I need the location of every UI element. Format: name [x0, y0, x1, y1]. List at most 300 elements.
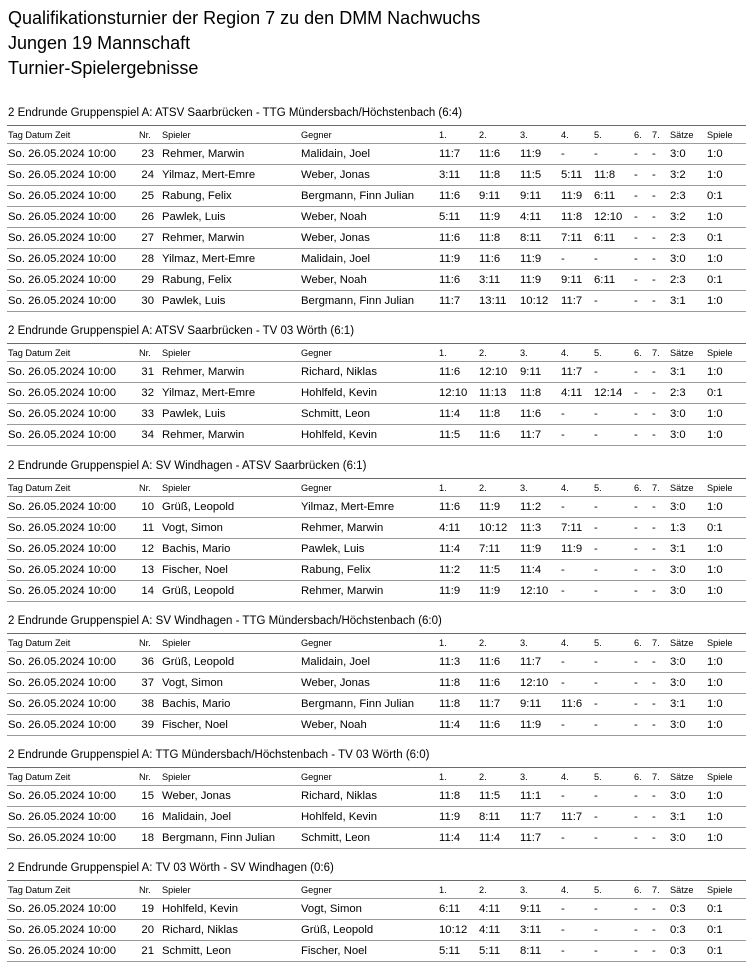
table-header-row	[7, 767, 746, 786]
games-result-cell: 0:1	[707, 522, 723, 534]
set-3-cell: 11:7	[520, 656, 542, 668]
column-header-gegner: Gegner	[301, 483, 332, 493]
set-4-cell: -	[561, 945, 565, 957]
set-3-cell: 11:9	[520, 719, 542, 731]
set-7-cell: -	[652, 148, 656, 160]
set-7-cell: -	[652, 387, 656, 399]
table-header-row	[7, 633, 746, 652]
match-number-cell: 15	[141, 790, 154, 802]
column-header-s6: 6.	[634, 483, 642, 493]
sets-result-cell: 3:2	[670, 169, 686, 181]
set-5-cell: -	[594, 366, 598, 378]
set-1-cell: 6:11	[439, 903, 461, 915]
opponent-cell: Yilmaz, Mert-Emre	[301, 501, 395, 513]
sets-result-cell: 3:0	[670, 564, 686, 576]
match-number-cell: 23	[141, 148, 154, 160]
set-3-cell: 11:2	[520, 501, 542, 513]
table-header-row	[7, 478, 746, 497]
table-row	[7, 828, 746, 849]
sets-result-cell: 3:0	[670, 719, 686, 731]
games-result-cell: 1:0	[707, 253, 723, 265]
set-5-cell: -	[594, 903, 598, 915]
column-header-s4: 4.	[561, 772, 569, 782]
set-2-cell: 11:8	[479, 169, 501, 181]
sets-result-cell: 2:3	[670, 387, 686, 399]
set-7-cell: -	[652, 253, 656, 265]
player-cell: Vogt, Simon	[162, 677, 223, 689]
column-header-gegner: Gegner	[301, 638, 332, 648]
set-6-cell: -	[634, 387, 638, 399]
table-row	[7, 920, 746, 941]
column-header-s3: 3.	[520, 483, 528, 493]
column-header-s4: 4.	[561, 885, 569, 895]
match-number-cell: 32	[141, 387, 154, 399]
column-header-date: Tag Datum Zeit	[8, 638, 71, 648]
player-cell: Hohlfeld, Kevin	[162, 903, 238, 915]
games-result-cell: 1:0	[707, 169, 723, 181]
set-3-cell: 11:9	[520, 253, 542, 265]
set-2-cell: 11:6	[479, 253, 501, 265]
column-header-s2: 2.	[479, 638, 487, 648]
set-1-cell: 4:11	[439, 522, 461, 534]
date-cell: So. 26.05.2024 10:00	[8, 522, 117, 534]
set-1-cell: 11:6	[439, 232, 461, 244]
set-6-cell: -	[634, 190, 638, 202]
set-3-cell: 11:9	[520, 148, 542, 160]
set-7-cell: -	[652, 429, 656, 441]
set-4-cell: 9:11	[561, 274, 583, 286]
sets-result-cell: 3:1	[670, 698, 686, 710]
set-2-cell: 11:5	[479, 564, 501, 576]
table-row	[7, 560, 746, 581]
set-5-cell: -	[594, 585, 598, 597]
set-2-cell: 5:11	[479, 945, 501, 957]
date-cell: So. 26.05.2024 10:00	[8, 656, 117, 668]
opponent-cell: Schmitt, Leon	[301, 408, 371, 420]
set-5-cell: -	[594, 719, 598, 731]
set-3-cell: 9:11	[520, 366, 542, 378]
player-cell: Grüß, Leopold	[162, 656, 235, 668]
set-2-cell: 11:8	[479, 408, 501, 420]
date-cell: So. 26.05.2024 10:00	[8, 790, 117, 802]
table-row	[7, 362, 746, 383]
opponent-cell: Vogt, Simon	[301, 903, 362, 915]
set-6-cell: -	[634, 564, 638, 576]
set-3-cell: 11:5	[520, 169, 542, 181]
set-1-cell: 11:5	[439, 429, 461, 441]
set-4-cell: 7:11	[561, 232, 583, 244]
opponent-cell: Hohlfeld, Kevin	[301, 387, 377, 399]
opponent-cell: Weber, Noah	[301, 719, 367, 731]
set-6-cell: -	[634, 274, 638, 286]
set-7-cell: -	[652, 232, 656, 244]
match-number-cell: 38	[141, 698, 154, 710]
set-5-cell: 11:8	[594, 169, 616, 181]
column-header-spieler: Spieler	[162, 885, 191, 895]
set-1-cell: 11:6	[439, 501, 461, 513]
column-header-date: Tag Datum Zeit	[8, 772, 71, 782]
player-cell: Rabung, Felix	[162, 190, 232, 202]
date-cell: So. 26.05.2024 10:00	[8, 585, 117, 597]
set-3-cell: 4:11	[520, 211, 542, 223]
set-3-cell: 11:4	[520, 564, 542, 576]
column-header-gegner: Gegner	[301, 772, 332, 782]
column-header-s1: 1.	[439, 483, 447, 493]
match-number-cell: 30	[141, 295, 154, 307]
set-3-cell: 8:11	[520, 945, 542, 957]
opponent-cell: Schmitt, Leon	[301, 832, 371, 844]
column-header-spieler: Spieler	[162, 130, 191, 140]
table-row	[7, 291, 746, 312]
column-header-s1: 1.	[439, 638, 447, 648]
set-1-cell: 12:10	[439, 387, 468, 399]
opponent-cell: Hohlfeld, Kevin	[301, 811, 377, 823]
set-1-cell: 11:8	[439, 677, 461, 689]
column-header-s7: 7.	[652, 483, 660, 493]
set-5-cell: -	[594, 148, 598, 160]
sets-result-cell: 3:1	[670, 543, 686, 555]
date-cell: So. 26.05.2024 10:00	[8, 366, 117, 378]
set-6-cell: -	[634, 429, 638, 441]
column-header-spiele: Spiele	[707, 348, 733, 358]
set-1-cell: 11:6	[439, 190, 461, 202]
set-6-cell: -	[634, 677, 638, 689]
set-1-cell: 11:4	[439, 832, 461, 844]
page-title-line-1: Qualifikationsturnier der Region 7 zu den DMM Nachwuchs	[8, 8, 481, 28]
match-number-cell: 21	[141, 945, 154, 957]
set-6-cell: -	[634, 522, 638, 534]
set-1-cell: 11:4	[439, 719, 461, 731]
set-6-cell: -	[634, 903, 638, 915]
sets-result-cell: 3:0	[670, 501, 686, 513]
player-cell: Fischer, Noel	[162, 719, 228, 731]
table-row	[7, 518, 746, 539]
set-4-cell: 11:7	[561, 811, 583, 823]
match-number-cell: 37	[141, 677, 154, 689]
column-header-saetze: Sätze	[670, 885, 694, 895]
column-header-s6: 6.	[634, 885, 642, 895]
set-2-cell: 11:4	[479, 832, 501, 844]
player-cell: Grüß, Leopold	[162, 585, 235, 597]
opponent-cell: Richard, Niklas	[301, 790, 377, 802]
set-4-cell: 5:11	[561, 169, 583, 181]
set-4-cell: -	[561, 148, 565, 160]
sets-result-cell: 3:2	[670, 211, 686, 223]
set-7-cell: -	[652, 190, 656, 202]
set-7-cell: -	[652, 677, 656, 689]
table-row	[7, 673, 746, 694]
match-number-cell: 19	[141, 903, 154, 915]
set-6-cell: -	[634, 211, 638, 223]
player-cell: Rehmer, Marwin	[162, 148, 245, 160]
set-2-cell: 11:13	[479, 387, 507, 399]
column-header-spiele: Spiele	[707, 638, 733, 648]
set-2-cell: 10:12	[479, 522, 508, 534]
games-result-cell: 0:1	[707, 190, 723, 202]
set-6-cell: -	[634, 501, 638, 513]
table-header-row	[7, 125, 746, 144]
match-number-cell: 10	[141, 501, 154, 513]
games-result-cell: 0:1	[707, 232, 723, 244]
column-header-s7: 7.	[652, 772, 660, 782]
date-cell: So. 26.05.2024 10:00	[8, 832, 117, 844]
sets-result-cell: 3:0	[670, 656, 686, 668]
set-4-cell: 11:7	[561, 295, 583, 307]
date-cell: So. 26.05.2024 10:00	[8, 387, 117, 399]
column-header-s7: 7.	[652, 348, 660, 358]
table-row	[7, 270, 746, 291]
set-5-cell: -	[594, 924, 598, 936]
match-number-cell: 14	[141, 585, 154, 597]
set-5-cell: -	[594, 811, 598, 823]
column-header-s5: 5.	[594, 638, 602, 648]
player-cell: Vogt, Simon	[162, 522, 223, 534]
column-header-s5: 5.	[594, 772, 602, 782]
date-cell: So. 26.05.2024 10:00	[8, 811, 117, 823]
player-cell: Grüß, Leopold	[162, 501, 235, 513]
set-1-cell: 11:4	[439, 543, 461, 555]
opponent-cell: Weber, Jonas	[301, 232, 370, 244]
opponent-cell: Bergmann, Finn Julian	[301, 190, 415, 202]
page-title-line-3: Turnier-Spielergebnisse	[8, 58, 199, 78]
table-row	[7, 404, 746, 425]
set-7-cell: -	[652, 169, 656, 181]
column-header-s3: 3.	[520, 885, 528, 895]
match-number-cell: 31	[141, 366, 154, 378]
sets-result-cell: 3:1	[670, 295, 686, 307]
set-1-cell: 11:2	[439, 564, 461, 576]
column-header-s7: 7.	[652, 638, 660, 648]
set-5-cell: -	[594, 295, 598, 307]
set-2-cell: 11:7	[479, 698, 501, 710]
opponent-cell: Bergmann, Finn Julian	[301, 698, 415, 710]
column-header-spiele: Spiele	[707, 772, 733, 782]
games-result-cell: 0:1	[707, 924, 723, 936]
match-number-cell: 26	[141, 211, 154, 223]
section-title: 2 Endrunde Gruppenspiel A: TV 03 Wörth - SV Windhagen (0:6)	[8, 862, 334, 874]
set-5-cell: -	[594, 832, 598, 844]
column-header-nr: Nr.	[139, 483, 151, 493]
match-number-cell: 39	[141, 719, 154, 731]
opponent-cell: Weber, Jonas	[301, 677, 370, 689]
column-header-spieler: Spieler	[162, 348, 191, 358]
set-5-cell: 12:10	[594, 211, 623, 223]
set-4-cell: 11:7	[561, 366, 583, 378]
table-row	[7, 497, 746, 518]
set-1-cell: 11:4	[439, 408, 461, 420]
set-7-cell: -	[652, 585, 656, 597]
games-result-cell: 1:0	[707, 790, 723, 802]
sets-result-cell: 3:1	[670, 366, 686, 378]
set-2-cell: 11:8	[479, 232, 501, 244]
match-number-cell: 33	[141, 408, 154, 420]
sets-result-cell: 2:3	[670, 274, 686, 286]
set-4-cell: -	[561, 832, 565, 844]
column-header-saetze: Sätze	[670, 130, 694, 140]
opponent-cell: Hohlfeld, Kevin	[301, 429, 377, 441]
set-6-cell: -	[634, 253, 638, 265]
set-5-cell: -	[594, 945, 598, 957]
sets-result-cell: 2:3	[670, 190, 686, 202]
sets-result-cell: 0:3	[670, 945, 686, 957]
set-5-cell: -	[594, 656, 598, 668]
table-row	[7, 228, 746, 249]
player-cell: Yilmaz, Mert-Emre	[162, 169, 256, 181]
column-header-spieler: Spieler	[162, 483, 191, 493]
set-5-cell: 6:11	[594, 232, 616, 244]
section-title: 2 Endrunde Gruppenspiel A: ATSV Saarbrücken - TV 03 Wörth (6:1)	[8, 325, 355, 337]
column-header-s4: 4.	[561, 130, 569, 140]
set-7-cell: -	[652, 408, 656, 420]
sets-result-cell: 3:1	[670, 811, 686, 823]
column-header-spieler: Spieler	[162, 772, 191, 782]
date-cell: So. 26.05.2024 10:00	[8, 429, 117, 441]
column-header-s5: 5.	[594, 348, 602, 358]
set-3-cell: 9:11	[520, 190, 542, 202]
player-cell: Richard, Niklas	[162, 924, 238, 936]
date-cell: So. 26.05.2024 10:00	[8, 564, 117, 576]
date-cell: So. 26.05.2024 10:00	[8, 543, 117, 555]
table-row	[7, 715, 746, 736]
set-6-cell: -	[634, 924, 638, 936]
column-header-s2: 2.	[479, 772, 487, 782]
player-cell: Rehmer, Marwin	[162, 232, 245, 244]
table-row	[7, 383, 746, 404]
opponent-cell: Malidain, Joel	[301, 656, 371, 668]
sets-result-cell: 3:0	[670, 408, 686, 420]
match-number-cell: 16	[141, 811, 154, 823]
opponent-cell: Weber, Noah	[301, 274, 367, 286]
column-header-s6: 6.	[634, 772, 642, 782]
date-cell: So. 26.05.2024 10:00	[8, 295, 117, 307]
set-5-cell: -	[594, 564, 598, 576]
column-header-saetze: Sätze	[670, 772, 694, 782]
set-6-cell: -	[634, 698, 638, 710]
games-result-cell: 0:1	[707, 903, 723, 915]
games-result-cell: 1:0	[707, 408, 723, 420]
table-row	[7, 694, 746, 715]
set-4-cell: -	[561, 585, 565, 597]
set-7-cell: -	[652, 924, 656, 936]
set-1-cell: 11:6	[439, 366, 461, 378]
sets-result-cell: 3:0	[670, 429, 686, 441]
player-cell: Schmitt, Leon	[162, 945, 232, 957]
opponent-cell: Richard, Niklas	[301, 366, 377, 378]
table-row	[7, 186, 746, 207]
column-header-spiele: Spiele	[707, 130, 733, 140]
date-cell: So. 26.05.2024 10:00	[8, 945, 117, 957]
set-7-cell: -	[652, 543, 656, 555]
games-result-cell: 1:0	[707, 585, 723, 597]
column-header-s2: 2.	[479, 885, 487, 895]
match-number-cell: 20	[141, 924, 154, 936]
date-cell: So. 26.05.2024 10:00	[8, 190, 117, 202]
set-6-cell: -	[634, 366, 638, 378]
set-5-cell: -	[594, 790, 598, 802]
set-1-cell: 11:9	[439, 811, 461, 823]
set-6-cell: -	[634, 945, 638, 957]
player-cell: Pawlek, Luis	[162, 295, 226, 307]
player-cell: Bachis, Mario	[162, 698, 231, 710]
table-row	[7, 144, 746, 165]
set-3-cell: 11:9	[520, 543, 542, 555]
section-title: 2 Endrunde Gruppenspiel A: ATSV Saarbrücken - TTG Mündersbach/Höchstenbach (6:4)	[8, 107, 463, 119]
set-3-cell: 9:11	[520, 698, 542, 710]
set-4-cell: -	[561, 564, 565, 576]
player-cell: Weber, Jonas	[162, 790, 231, 802]
table-row	[7, 425, 746, 446]
set-2-cell: 4:11	[479, 903, 501, 915]
set-6-cell: -	[634, 585, 638, 597]
table-row	[7, 899, 746, 920]
set-5-cell: -	[594, 698, 598, 710]
set-2-cell: 9:11	[479, 190, 501, 202]
set-4-cell: -	[561, 429, 565, 441]
set-2-cell: 7:11	[479, 543, 501, 555]
set-7-cell: -	[652, 656, 656, 668]
set-6-cell: -	[634, 148, 638, 160]
set-7-cell: -	[652, 295, 656, 307]
set-1-cell: 11:8	[439, 790, 461, 802]
set-4-cell: 11:9	[561, 190, 583, 202]
player-cell: Rehmer, Marwin	[162, 366, 245, 378]
set-1-cell: 11:9	[439, 253, 461, 265]
match-number-cell: 28	[141, 253, 154, 265]
set-4-cell: -	[561, 719, 565, 731]
match-number-cell: 29	[141, 274, 154, 286]
set-4-cell: -	[561, 677, 565, 689]
sets-result-cell: 2:3	[670, 232, 686, 244]
set-6-cell: -	[634, 169, 638, 181]
sets-result-cell: 0:3	[670, 903, 686, 915]
match-number-cell: 13	[141, 564, 154, 576]
set-3-cell: 3:11	[520, 924, 542, 936]
sets-result-cell: 0:3	[670, 924, 686, 936]
match-number-cell: 24	[141, 169, 154, 181]
set-3-cell: 11:8	[520, 387, 542, 399]
date-cell: So. 26.05.2024 10:00	[8, 253, 117, 265]
set-2-cell: 12:10	[479, 366, 508, 378]
set-2-cell: 11:6	[479, 677, 501, 689]
set-7-cell: -	[652, 366, 656, 378]
date-cell: So. 26.05.2024 10:00	[8, 719, 117, 731]
column-header-s7: 7.	[652, 130, 660, 140]
set-2-cell: 11:9	[479, 501, 501, 513]
set-2-cell: 3:11	[479, 274, 501, 286]
column-header-s3: 3.	[520, 638, 528, 648]
set-3-cell: 11:7	[520, 832, 542, 844]
column-header-nr: Nr.	[139, 772, 151, 782]
games-result-cell: 1:0	[707, 719, 723, 731]
sets-result-cell: 3:0	[670, 832, 686, 844]
sets-result-cell: 3:0	[670, 585, 686, 597]
column-header-date: Tag Datum Zeit	[8, 483, 71, 493]
games-result-cell: 1:0	[707, 677, 723, 689]
column-header-s6: 6.	[634, 638, 642, 648]
date-cell: So. 26.05.2024 10:00	[8, 274, 117, 286]
set-2-cell: 11:6	[479, 656, 501, 668]
games-result-cell: 1:0	[707, 148, 723, 160]
sets-result-cell: 3:0	[670, 790, 686, 802]
column-header-s7: 7.	[652, 885, 660, 895]
table-row	[7, 207, 746, 228]
match-number-cell: 18	[141, 832, 154, 844]
opponent-cell: Fischer, Noel	[301, 945, 367, 957]
set-5-cell: 12:14	[594, 387, 623, 399]
set-1-cell: 5:11	[439, 211, 461, 223]
set-4-cell: -	[561, 408, 565, 420]
date-cell: So. 26.05.2024 10:00	[8, 501, 117, 513]
